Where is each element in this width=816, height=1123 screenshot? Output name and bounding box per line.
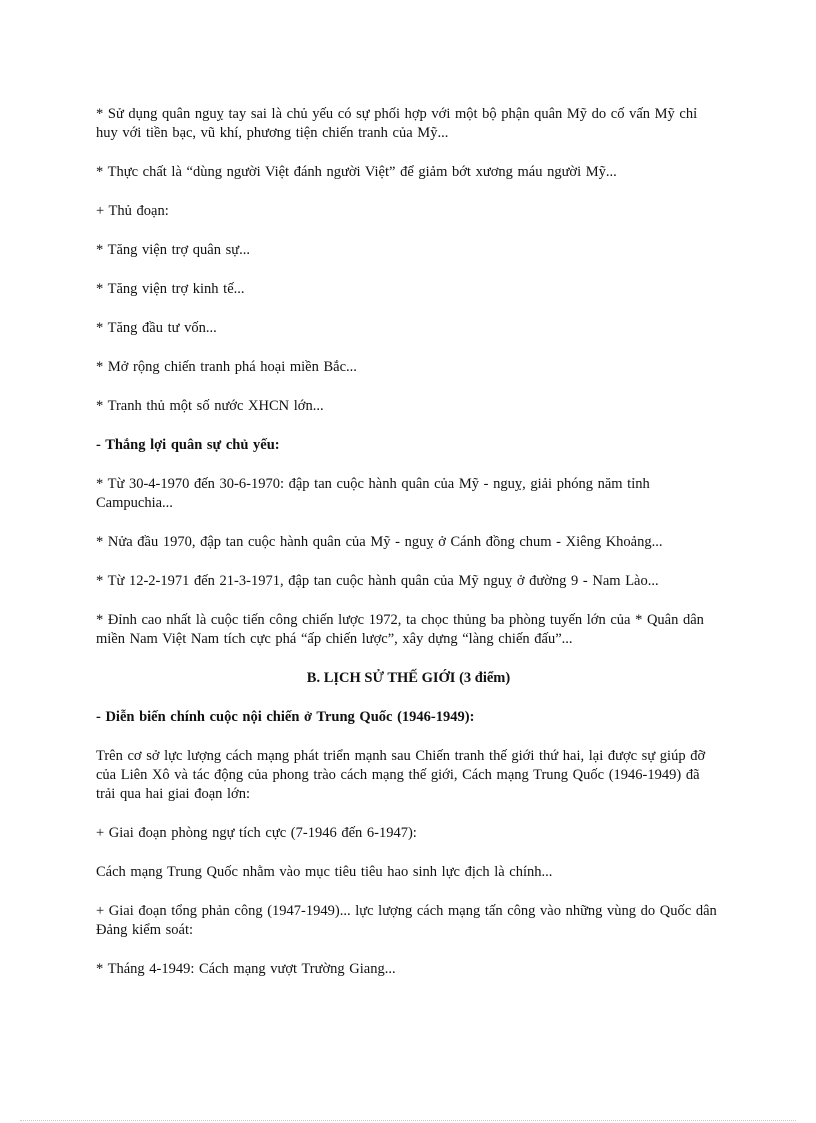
- paragraph-attrition-goal: Cách mạng Trung Quốc nhằm vào mục tiêu tiêu hao sinh lực địch là chính...: [96, 864, 553, 880]
- document-body: [96, 105, 721, 999]
- paragraph-puppet-army: * Sử dụng quân nguỵ tay sai là chủ yếu có sự phối hợp với một bộ phận quân Mỹ do cố vấn Mỹ chỉ huy với tiền bạc, vũ khí, phương tiện chiến tranh của Mỹ...: [96, 106, 698, 141]
- subheading-chinese-civil-war: - Diễn biến chính cuộc nội chiến ở Trung Quốc (1946-1949):: [96, 709, 475, 725]
- paragraph-investment: * Tăng đầu tư vốn...: [96, 320, 217, 336]
- paragraph-tactics-label: + Thủ đoạn:: [96, 203, 169, 219]
- paragraph-defense-phase: + Giai đoạn phòng ngự tích cực (7-1946 đến 6-1947):: [96, 825, 417, 841]
- paragraph-sabotage-war: * Mở rộng chiến tranh phá hoại miền Bắc...: [96, 359, 357, 375]
- section-heading-world-history: B. LỊCH SỬ THẾ GIỚI (3 điểm): [306, 670, 511, 686]
- subheading-military-victories: - Thắng lợi quân sự chủ yếu:: [96, 437, 280, 453]
- page-bottom-border: [20, 1120, 796, 1121]
- paragraph-yangtze-crossing: * Tháng 4-1949: Cách mạng vượt Trường Giang...: [96, 961, 396, 977]
- paragraph-route-9: * Từ 12-2-1971 đến 21-3-1971, đập tan cuộc hành quân của Mỹ nguỵ ở đường 9 - Nam Lào...: [96, 573, 659, 589]
- paragraph-essence: * Thực chất là “dùng người Việt đánh người Việt” để giảm bớt xương máu người Mỹ...: [96, 164, 617, 180]
- paragraph-economic-aid: * Tăng viện trợ kinh tế...: [96, 281, 245, 297]
- paragraph-offensive-1972: * Đỉnh cao nhất là cuộc tiến công chiến lược 1972, ta chọc thủng ba phòng tuyến lớn của * Quân dân miền Nam Việt Nam tích cực phá “ấp chiến lược”, xây dựng “làng chiến đấu”...: [96, 612, 704, 647]
- paragraph-plain-of-jars: * Nửa đầu 1970, đập tan cuộc hành quân của Mỹ - nguỵ ở Cánh đồng chum - Xiêng Khoảng...: [96, 534, 663, 550]
- paragraph-revolution-basis: Trên cơ sở lực lượng cách mạng phát triển mạnh sau Chiến tranh thế giới thứ hai, lại được sự giúp đỡ của Liên Xô và tác động của phong trào cách mạng thế giới, Cách mạng Trung Quốc (1946-1949) đã trải qua hai giai đoạn lớn:: [96, 748, 706, 802]
- paragraph-counteroffensive-phase: + Giai đoạn tổng phản công (1947-1949)... lực lượng cách mạng tấn công vào những vùng do Quốc dân Đảng kiểm soát:: [96, 903, 717, 938]
- paragraph-socialist-countries: * Tranh thủ một số nước XHCN lớn...: [96, 398, 324, 414]
- paragraph-military-aid: * Tăng viện trợ quân sự...: [96, 242, 250, 258]
- paragraph-campuchia: * Từ 30-4-1970 đến 30-6-1970: đập tan cuộc hành quân của Mỹ - nguỵ, giải phóng năm tỉnh Campuchia...: [96, 476, 650, 511]
